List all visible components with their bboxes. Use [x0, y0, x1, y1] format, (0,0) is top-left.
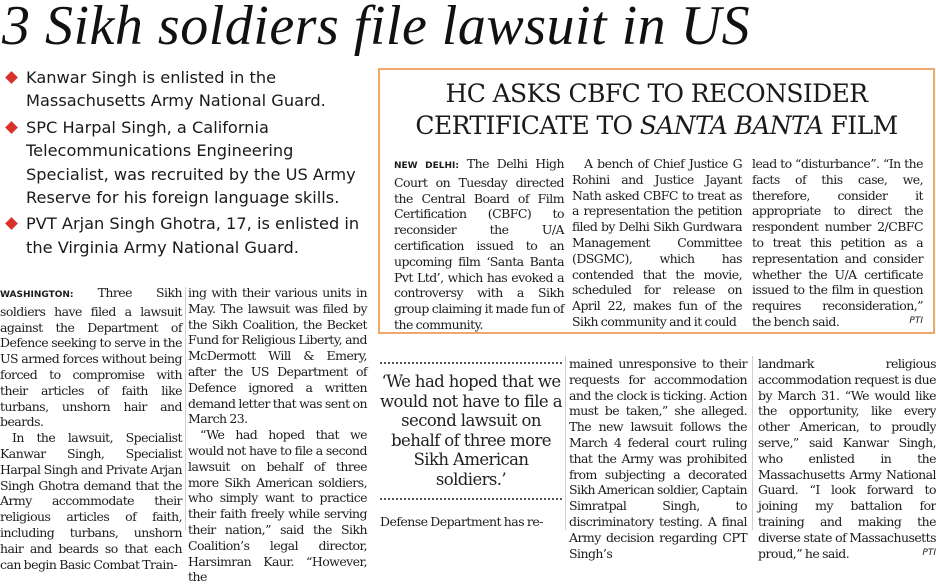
sidebar-story-column-3 [752, 156, 923, 330]
sidebar-story-box [378, 68, 935, 334]
sidebar-story-column-1 [394, 156, 564, 333]
sidebar-story-column-2 [572, 156, 742, 330]
key-fact-text: SPC Harpal Singh, a California Telecommunications Engineering Specialist, was recruited by the US Army Reserve for his foreign language skills. [26, 117, 356, 208]
column-divider [185, 287, 186, 530]
pull-quote-text: ‘We had hoped that we would not have to file a second lawsuit on behalf of three more Sikh American soldiers.’ [380, 372, 562, 489]
story-paragraph: mained unresponsive to their requests for accommodation and the clock is ticking. Action must be taken,” she alleged. The new lawsuit follows the March 4 federal court ruling that the Army was prohibited from subjecting a decorated Sikh American soldier, Captain Simratpal Singh, to discriminatory testing. A final Army decision regarding CPT Singh’s [569, 356, 748, 561]
column-divider [752, 356, 753, 530]
story-paragraph: In the lawsuit, Specialist Kanwar Singh, Specialist Harpal Singh and Private Arjan Singh Ghotra demand that the Army accommodate their religious articles of faith, including turbans, unshorn hair and beards so that each can begin Basic Combat Train- [0, 430, 182, 572]
key-fact-item [6, 116, 366, 210]
story-paragraph: Defense Department has re- [380, 514, 543, 529]
story-paragraph [394, 156, 564, 333]
credit-label: PTI [909, 315, 923, 326]
dateline: NEW DELHI: [394, 161, 459, 171]
sidebar-title-line: CERTIFICATE TO SANTA BANTA FILM [415, 111, 898, 140]
main-story-column-4 [569, 356, 747, 561]
pull-quote-rule-bottom [380, 498, 562, 500]
credit-label: PTI [922, 547, 936, 558]
dateline: WASHINGTON: [0, 290, 74, 300]
sidebar-story-title [380, 78, 933, 142]
story-paragraph: A bench of Chief Justice G Rohini and Justice Jayant Nath asked CBFC to treat as a representation the petition filed by Delhi Sikh Gurdwara Management Committee (DSGMC), which has contended that the movie, scheduled for release on April 22, makes fun of the Sikh community and it could [572, 156, 742, 329]
key-fact-text: PVT Arjan Singh Ghotra, 17, is enlisted in the Virginia Army National Guard. [26, 214, 360, 257]
story-paragraph: “We had hoped that we would not have to file a second lawsuit on behalf of three more Sikh American soldiers, who simply want to practice their faith freely while serving their nation,” said the Sikh Coalition’s legal director, Harsimran Kaur. “However, the [188, 427, 367, 585]
story-text: Three Sikh soldiers have filed a lawsuit against the Department of Defence seeking to serve in the US armed forces without being forced to compromise with their articles of faith like turbans, unshorn hair and beards. [0, 285, 182, 430]
key-fact-item [6, 212, 366, 259]
story-paragraph [0, 285, 182, 430]
column-divider [565, 356, 566, 530]
headline: 3 Sikh soldiers file lawsuit in US [2, 0, 751, 57]
main-story-column-1 [0, 285, 182, 572]
diamond-bullet-icon [5, 218, 18, 231]
pull-quote-rule-top [380, 362, 562, 364]
sidebar-title-line: HC ASKS CBFC TO RECONSIDER [445, 79, 868, 108]
story-text: The Delhi High Court on Tuesday directed the Central Board of Film Certification (CBFC) to reconsider the U/A certification issued to an upcoming film ‘Santa Banta Pvt Ltd’, which has evoked a controversy with a Sikh group claiming it made fun of the community. [394, 156, 564, 332]
diamond-bullet-icon [5, 71, 18, 84]
pull-quote [380, 362, 562, 502]
main-story-column-2 [188, 285, 367, 585]
story-paragraph: landmark religious accommodation request is due by March 31. “We would like the opportunity, like every other American, to proudly serve,” said Kanwar Singh, who enlisted in the Massachusetts Army National Guard. “I look forward to joining my battalion for training and making the diverse state of Massachusetts proud,” he said. PTI [758, 356, 936, 561]
story-paragraph: lead to “disturbance”. “In the facts of this case, we, therefore, consider it appropriate to direct the respondent number 2/CBFC to treat this petition as a representation and consider whether the U/A certificate issued to the film in question requires reconsideration,” the bench said. PTI [752, 156, 923, 329]
main-story-column-5 [758, 356, 936, 561]
diamond-bullet-icon [5, 121, 18, 134]
key-fact-item [6, 66, 366, 113]
key-fact-text: Kanwar Singh is enlisted in the Massachusetts Army National Guard. [26, 68, 326, 111]
main-story-column-3 [380, 514, 556, 530]
key-facts-list [6, 66, 366, 262]
story-paragraph: ing with their various units in May. The lawsuit was filed by the Sikh Coalition, the Becket Fund for Religious Liberty, and McDermott Will & Emery, after the US Department of Defence ignored a written demand letter that was sent on March 23. [188, 285, 367, 427]
